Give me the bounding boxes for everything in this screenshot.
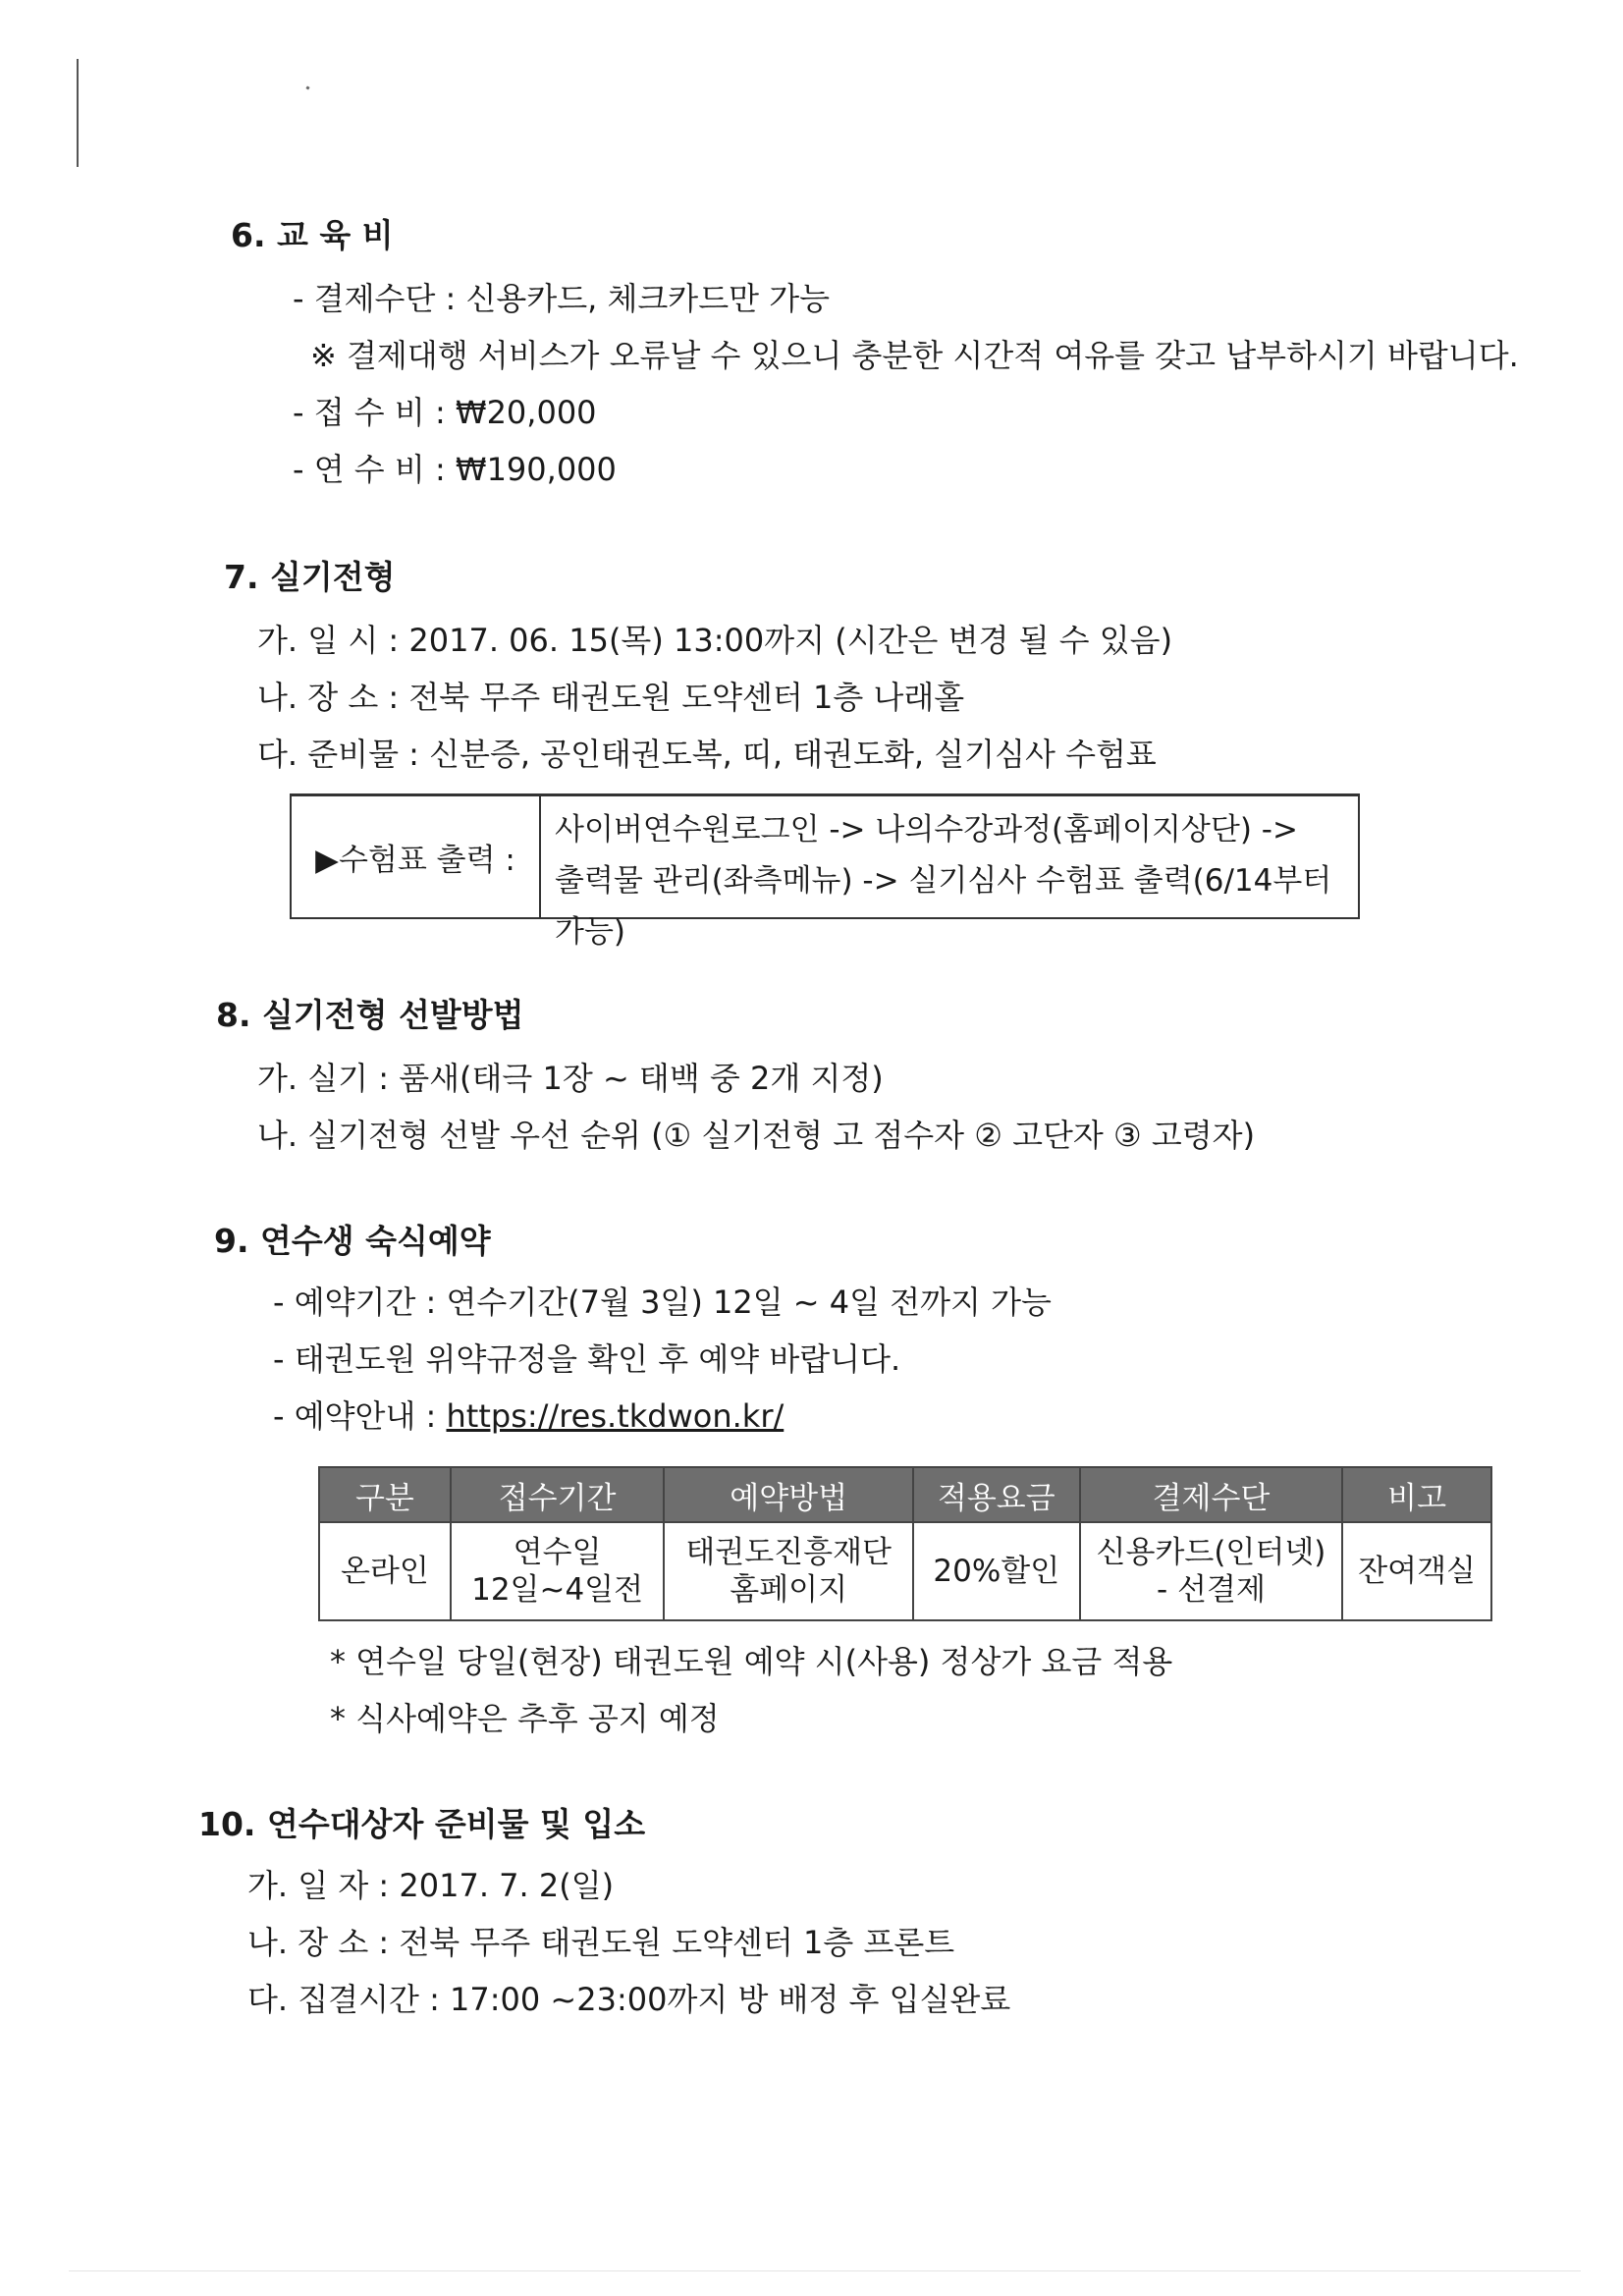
table-row [319, 1522, 1491, 1620]
section-8-title: 8. 실기전형 선발방법 [216, 996, 524, 1034]
registration-fee: - 접 수 비 : ₩20,000 [293, 394, 597, 431]
exam-place: 나. 장 소 : 전북 무주 태권도원 도약센터 1층 나래홀 [257, 679, 965, 716]
cell-payment [1080, 1522, 1343, 1620]
table-header: 구분 [319, 1467, 451, 1522]
cell-period-line-1: 연수일 [513, 1535, 602, 1570]
table-header-row [319, 1467, 1491, 1522]
cell-payment-line-2: - 선결제 [1157, 1572, 1266, 1608]
cell-type: 온라인 [319, 1522, 451, 1620]
reservation-table [318, 1466, 1492, 1621]
ticket-step-line-2: 출력물 관리(좌측메뉴) -> 실기심사 수험표 출력(6/14부터 가능) [555, 863, 1332, 950]
entry-place: 나. 장 소 : 전북 무주 태권도원 도약센터 1층 프론트 [247, 1924, 955, 1961]
exam-date: 가. 일 시 : 2017. 06. 15(목) 13:00까지 (시간은 변경 될 수 있음) [257, 622, 1173, 659]
reservation-link[interactable]: https://res.tkdwon.kr/ [446, 1397, 784, 1435]
exam-items: 다. 준비물 : 신분증, 공인태권도복, 띠, 태권도화, 실기심사 수험표 [257, 736, 1157, 773]
reservation-info-label: - 예약안내 : [273, 1397, 447, 1435]
gathering-time: 다. 집결시간 : 17:00 ~23:00까지 방 배정 후 입실완료 [247, 1981, 1011, 2018]
cell-period-line-2: 12일~4일전 [471, 1572, 644, 1608]
payment-note: ※ 결제대행 서비스가 오류날 수 있으니 충분한 시간적 여유를 갖고 납부하시기 바랍니다. [310, 337, 1519, 374]
training-fee: - 연 수 비 : ₩190,000 [293, 451, 617, 488]
section-10-title: 10. 연수대상자 준비물 및 입소 [198, 1805, 646, 1843]
cell-note: 잔여객실 [1342, 1522, 1491, 1620]
cell-method [664, 1522, 913, 1620]
meal-note: * 식사예약은 추후 공지 예정 [330, 1700, 720, 1737]
scan-edge-line [77, 59, 79, 167]
ticket-print-steps [541, 796, 1358, 950]
table-header: 결제수단 [1080, 1467, 1343, 1522]
payment-method: - 결제수단 : 신용카드, 체크카드만 가능 [293, 280, 831, 317]
table-header: 적용요금 [913, 1467, 1080, 1522]
selection-priority: 나. 실기전형 선발 우선 순위 (① 실기전형 고 점수자 ② 고단자 ③ 고령자) [257, 1117, 1256, 1154]
table-header: 예약방법 [664, 1467, 913, 1522]
cell-method-line-2: 홈페이지 [730, 1572, 848, 1608]
practical-exam-forms: 가. 실기 : 품새(태극 1장 ~ 태백 중 2개 지정) [257, 1060, 884, 1097]
reservation-rules: - 태권도원 위약규정을 확인 후 예약 바랍니다. [273, 1340, 901, 1378]
cell-method-line-1: 태권도진흥재단 [685, 1535, 892, 1570]
section-6-title: 6. 교 육 비 [231, 216, 394, 254]
ticket-print-label: ▶수험표 출력 : [292, 796, 541, 917]
page-bottom-edge [69, 2270, 1581, 2271]
cell-rate: 20%할인 [913, 1522, 1080, 1620]
reservation-period: - 예약기간 : 연수기간(7월 3일) 12일 ~ 4일 전까지 가능 [273, 1284, 1052, 1321]
cell-period [451, 1522, 665, 1620]
entry-date: 가. 일 자 : 2017. 7. 2(일) [247, 1867, 615, 1904]
onsite-note: * 연수일 당일(현장) 태권도원 예약 시(사용) 정상가 요금 적용 [330, 1643, 1173, 1680]
table-header: 접수기간 [451, 1467, 665, 1522]
cell-payment-line-1: 신용카드(인터넷) [1096, 1535, 1326, 1570]
reservation-info [273, 1396, 784, 1436]
table-header: 비고 [1342, 1467, 1491, 1522]
section-9-title: 9. 연수생 숙식예약 [214, 1222, 491, 1260]
scan-speck [305, 85, 309, 89]
ticket-print-box [290, 793, 1360, 950]
section-7-title: 7. 실기전형 [224, 558, 396, 596]
ticket-step-line-1: 사이버연수원로그인 -> 나의수강과정(홈페이지상단) -> [555, 812, 1298, 847]
